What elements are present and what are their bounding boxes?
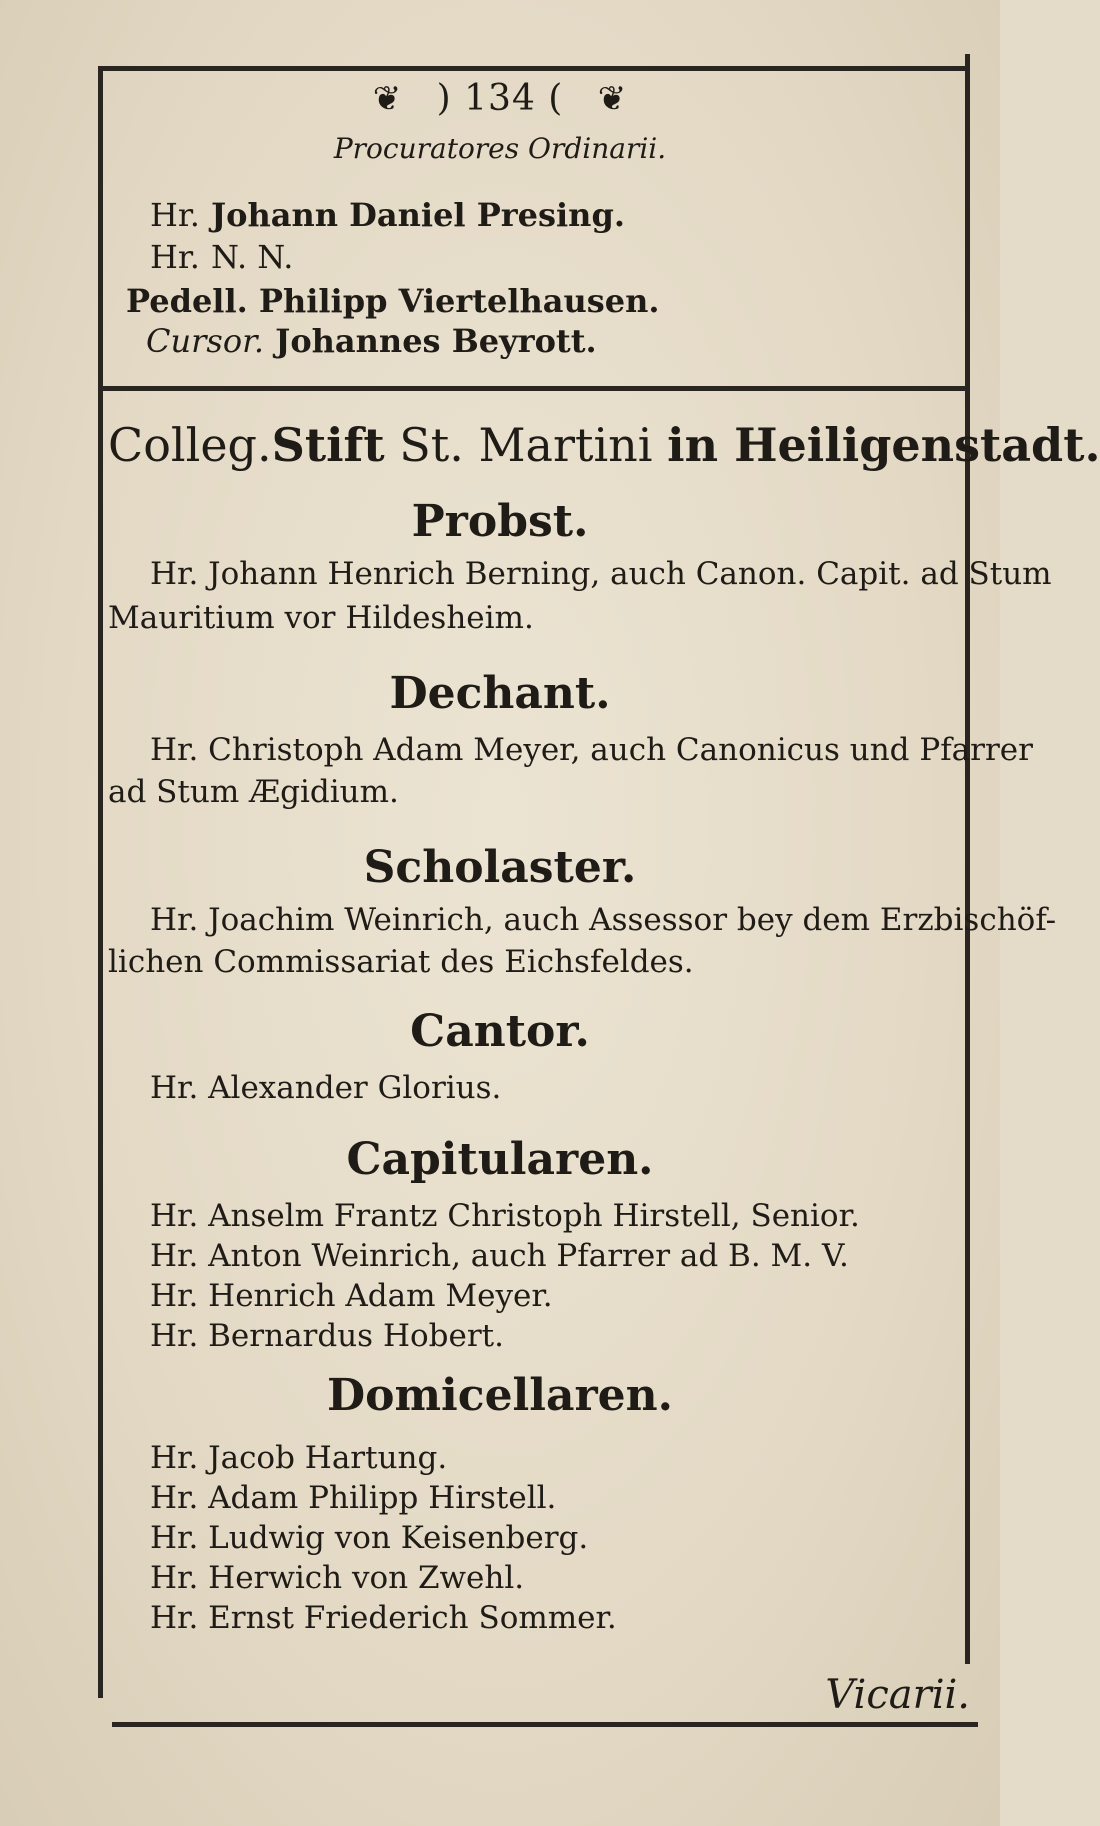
list-item: Hr. Herwich von Zwehl.: [150, 1560, 525, 1596]
probst-line-2: Mauritium vor Hildesheim.: [108, 600, 534, 636]
section-heading-dechant: Dechant.: [389, 668, 611, 719]
section-heading-cantor: Cantor.: [410, 1006, 590, 1057]
list-item: Hr. Anton Weinrich, auch Pfarrer ad B. M. V.: [150, 1238, 849, 1274]
section-heading-capitularen: Capitularen.: [346, 1134, 654, 1185]
list-item: Hr. Jacob Hartung.: [150, 1440, 448, 1476]
fleuron-left-icon: ❦: [372, 79, 403, 119]
list-item: Hr. Adam Philipp Hirstell.: [150, 1480, 557, 1516]
list-item: Hr. Bernardus Hobert.: [150, 1318, 504, 1354]
section-subtitle: Procuratores Ordinarii.: [333, 132, 667, 165]
main-title: Colleg.Stift St. Martini in Heiligenstadt.: [108, 418, 1100, 472]
procurator-entry: Hr. N. N.: [150, 238, 294, 276]
list-item: Hr. Anselm Frantz Christoph Hirstell, Senior.: [150, 1198, 860, 1234]
procurator-entry: Pedell. Philipp Viertelhausen.: [126, 282, 660, 320]
page-number: ) 134 (: [436, 78, 564, 119]
cantor-line-1: Hr. Alexander Glorius.: [150, 1070, 502, 1106]
scholaster-line-1: Hr. Joachim Weinrich, auch Assessor bey dem Erzbischöf-: [150, 902, 1057, 938]
dechant-line-1: Hr. Christoph Adam Meyer, auch Canonicus und Pfarrer: [150, 732, 1033, 768]
bottom-rule: [112, 1722, 978, 1727]
catchword: Vicarii.: [825, 1672, 970, 1718]
section-heading-domicellaren: Domicellaren.: [327, 1370, 673, 1421]
list-item: Hr. Ludwig von Keisenberg.: [150, 1520, 589, 1556]
procurator-entry: Hr. Johann Daniel Presing.: [150, 196, 625, 234]
list-item: Hr. Henrich Adam Meyer.: [150, 1278, 553, 1314]
dechant-line-2: ad Stum Ægidium.: [108, 774, 399, 810]
section-heading-scholaster: Scholaster.: [363, 842, 637, 893]
section-divider-rule: [98, 386, 970, 391]
top-rule: [98, 66, 970, 71]
procurator-entry: Cursor. Johannes Beyrott.: [146, 322, 597, 360]
fleuron-right-icon: ❦: [597, 79, 628, 119]
probst-line-1: Hr. Johann Henrich Berning, auch Canon. Capit. ad Stum: [150, 556, 1052, 592]
scholaster-line-2: lichen Commissariat des Eichsfeldes.: [108, 944, 694, 980]
section-heading-probst: Probst.: [411, 496, 589, 547]
page-header: [0, 78, 1000, 119]
list-item: Hr. Ernst Friederich Sommer.: [150, 1600, 617, 1636]
